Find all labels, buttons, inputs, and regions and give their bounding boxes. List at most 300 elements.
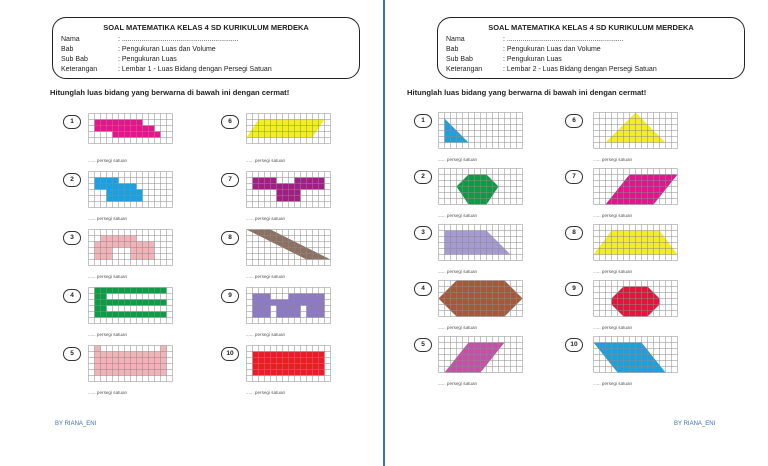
shaded-cell	[301, 358, 307, 364]
shaded-cell	[155, 364, 161, 370]
shaded-cell	[137, 254, 143, 260]
shaded-cell	[301, 178, 307, 184]
worksheet-title: SOAL MATEMATIKA KELAS 4 SD KURIKULUM MERDEKA	[103, 23, 309, 32]
shaded-cell	[271, 364, 277, 370]
problem-number: 8	[565, 226, 583, 240]
field-row-sub-bab	[446, 55, 562, 65]
field-key: Bab	[446, 46, 459, 53]
shaded-cell	[307, 358, 313, 364]
shaded-cell	[319, 358, 325, 364]
problem-number: 6	[565, 114, 583, 128]
unit-grid	[246, 229, 331, 266]
shaded-cell	[113, 126, 119, 132]
shaded-cell	[295, 358, 301, 364]
shaded-cell	[143, 254, 149, 260]
field-key: Nama	[446, 36, 465, 43]
shaded-cell	[319, 294, 325, 300]
shaded-cell	[113, 196, 119, 202]
shaded-cell	[313, 370, 319, 376]
shaded-cell	[149, 242, 155, 248]
shaded-cell	[307, 352, 313, 358]
shaded-cell	[119, 312, 125, 318]
shaded-cell	[295, 306, 301, 312]
grid-problem-10	[593, 336, 678, 378]
field-value: : Pengukuran Luas dan Volume	[503, 46, 601, 53]
shaded-shape	[457, 175, 499, 205]
problem-number: 1	[414, 114, 432, 128]
shaded-cell	[307, 306, 313, 312]
problem-number: 7	[565, 170, 583, 184]
shaded-cell	[119, 352, 125, 358]
shaded-cell	[101, 288, 107, 294]
shaded-cell	[149, 358, 155, 364]
shaded-cell	[107, 254, 113, 260]
problem-number: 10	[565, 338, 583, 352]
field-key: Sub Bab	[446, 56, 473, 63]
shaded-cell	[143, 288, 149, 294]
shaded-cell	[289, 312, 295, 318]
shaded-cell	[301, 300, 307, 306]
field-row-sub-bab	[61, 55, 177, 65]
shaded-cell	[289, 294, 295, 300]
shaded-cell	[161, 364, 167, 370]
shaded-cell	[271, 184, 277, 190]
unit-grid	[246, 345, 331, 382]
shaded-cell	[95, 126, 101, 132]
shaded-cell	[265, 294, 271, 300]
shaded-cell	[119, 126, 125, 132]
shaded-cell	[125, 370, 131, 376]
shaded-cell	[277, 358, 283, 364]
shaded-cell	[125, 364, 131, 370]
field-value: : Lembar 1 - Luas Bidang dengan Persegi Satuan	[118, 66, 272, 73]
field-row-bab	[61, 45, 216, 55]
shaded-cell	[259, 178, 265, 184]
grid-problem-6	[593, 112, 678, 154]
unit-grid	[438, 112, 523, 149]
shaded-cell	[253, 300, 259, 306]
shaded-cell	[149, 288, 155, 294]
shaded-cell	[271, 352, 277, 358]
unit-grid	[246, 113, 331, 144]
shaded-cell	[95, 178, 101, 184]
shaded-cell	[253, 358, 259, 364]
shaded-cell	[101, 178, 107, 184]
shaded-cell	[295, 190, 301, 196]
shaded-cell	[107, 370, 113, 376]
grid-problem-1	[88, 113, 173, 149]
answer-caption: ...... persegi satuan	[88, 390, 128, 395]
shaded-cell	[107, 300, 113, 306]
shaded-cell	[277, 300, 283, 306]
unit-grid	[438, 224, 523, 261]
answer-caption: ...... persegi satuan	[438, 325, 478, 330]
shaded-cell	[101, 358, 107, 364]
field-row-bab	[446, 45, 601, 55]
shaded-cell	[289, 306, 295, 312]
shaded-cell	[101, 126, 107, 132]
answer-caption: ...... persegi satuan	[438, 157, 478, 162]
shaded-cell	[313, 312, 319, 318]
shaded-cell	[107, 236, 113, 242]
shaded-cell	[149, 364, 155, 370]
unit-grid	[88, 229, 173, 266]
shaded-cell	[143, 126, 149, 132]
shaded-cell	[265, 178, 271, 184]
answer-caption: ...... persegi satuan	[88, 332, 128, 337]
shaded-cell	[307, 184, 313, 190]
shaded-cell	[101, 120, 107, 126]
shaded-cell	[259, 370, 265, 376]
grid-problem-2	[438, 168, 523, 210]
footer-credit: BY RIANA_ENI	[674, 421, 716, 427]
shaded-cell	[149, 370, 155, 376]
answer-caption: ...... persegi satuan	[438, 213, 478, 218]
shaded-cell	[161, 288, 167, 294]
shaded-cell	[125, 300, 131, 306]
shaded-cell	[113, 288, 119, 294]
grid-problem-1	[438, 112, 523, 154]
problem-number: 3	[414, 226, 432, 240]
shaded-cell	[137, 248, 143, 254]
grid-problem-3	[438, 224, 523, 266]
shaded-cell	[319, 364, 325, 370]
problem-number: 9	[565, 282, 583, 296]
shaded-cell	[283, 190, 289, 196]
shaded-cell	[301, 352, 307, 358]
shaded-cell	[307, 294, 313, 300]
shaded-cell	[313, 184, 319, 190]
shaded-cell	[161, 358, 167, 364]
shaded-cell	[265, 352, 271, 358]
grid-problem-5	[88, 345, 173, 387]
shaded-cell	[131, 184, 137, 190]
shaded-cell	[101, 294, 107, 300]
shaded-cell	[119, 288, 125, 294]
problem-number: 6	[221, 115, 239, 129]
shaded-cell	[283, 184, 289, 190]
worksheet-title: SOAL MATEMATIKA KELAS 4 SD KURIKULUM MERDEKA	[488, 23, 694, 32]
grid-problem-2	[88, 171, 173, 213]
shaded-cell	[143, 370, 149, 376]
grid-problem-5	[438, 336, 523, 378]
shaded-cell	[265, 370, 271, 376]
shaded-cell	[119, 300, 125, 306]
shaded-cell	[283, 300, 289, 306]
shaded-cell	[95, 352, 101, 358]
shaded-cell	[113, 120, 119, 126]
shaded-cell	[113, 190, 119, 196]
shaded-cell	[259, 306, 265, 312]
shaded-cell	[125, 288, 131, 294]
shaded-cell	[107, 178, 113, 184]
shaded-cell	[277, 370, 283, 376]
shaded-cell	[259, 184, 265, 190]
field-key: Keterangan	[61, 66, 98, 73]
shaded-cell	[277, 184, 283, 190]
shaded-cell	[95, 248, 101, 254]
shaded-cell	[119, 370, 125, 376]
shaded-cell	[113, 352, 119, 358]
shaded-cell	[265, 184, 271, 190]
shaded-cell	[259, 358, 265, 364]
answer-caption: ...... persegi satuan	[88, 274, 128, 279]
grid-problem-7	[246, 171, 331, 213]
shaded-cell	[155, 132, 161, 138]
unit-grid	[88, 287, 173, 324]
shaded-cell	[137, 120, 143, 126]
shaded-cell	[253, 352, 259, 358]
shaded-cell	[277, 312, 283, 318]
shaded-cell	[313, 358, 319, 364]
shaded-cell	[95, 242, 101, 248]
shaded-cell	[137, 312, 143, 318]
problem-number: 2	[63, 173, 81, 187]
answer-caption: ...... persegi satuan	[438, 381, 478, 386]
shaded-cell	[107, 364, 113, 370]
shaded-cell	[137, 190, 143, 196]
shaded-cell	[149, 248, 155, 254]
shaded-cell	[307, 312, 313, 318]
unit-grid	[246, 287, 331, 324]
shaded-cell	[113, 300, 119, 306]
shaded-cell	[125, 358, 131, 364]
shaded-cell	[319, 184, 325, 190]
shaded-cell	[113, 184, 119, 190]
shaded-cell	[277, 190, 283, 196]
shaded-cell	[313, 178, 319, 184]
problem-number: 2	[414, 170, 432, 184]
shaded-cell	[265, 300, 271, 306]
grid-problem-9	[593, 280, 678, 322]
shaded-cell	[143, 132, 149, 138]
shaded-cell	[283, 352, 289, 358]
shaded-cell	[143, 242, 149, 248]
shaded-cell	[101, 364, 107, 370]
shaded-cell	[319, 370, 325, 376]
shaded-cell	[307, 178, 313, 184]
shaded-cell	[253, 364, 259, 370]
shaded-cell	[113, 236, 119, 242]
grid-problem-6	[246, 113, 331, 149]
shaded-cell	[131, 364, 137, 370]
shaded-cell	[137, 132, 143, 138]
shaded-cell	[119, 236, 125, 242]
shaded-cell	[277, 306, 283, 312]
unit-grid	[246, 171, 331, 208]
shaded-cell	[101, 312, 107, 318]
answer-caption: ...... persegi satuan	[246, 216, 286, 221]
shaded-cell	[301, 370, 307, 376]
shaded-cell	[107, 352, 113, 358]
shaded-cell	[107, 358, 113, 364]
grid-problem-9	[246, 287, 331, 329]
instruction-text: Hitunglah luas bidang yang berwarna di bawah ini dengan cermat!	[407, 88, 647, 97]
answer-caption: ...... persegi satuan	[88, 158, 128, 163]
shaded-cell	[289, 300, 295, 306]
problem-number: 1	[63, 115, 81, 129]
shaded-cell	[125, 184, 131, 190]
field-row-keterangan	[61, 65, 272, 75]
shaded-cell	[101, 242, 107, 248]
shaded-cell	[101, 300, 107, 306]
shaded-cell	[283, 370, 289, 376]
shaded-cell	[95, 346, 101, 352]
problem-number: 7	[221, 173, 239, 187]
problem-number: 9	[221, 289, 239, 303]
problem-number: 8	[221, 231, 239, 245]
shaded-cell	[101, 306, 107, 312]
instruction-text: Hitunglah luas bidang yang berwarna di bawah ini dengan cermat!	[50, 88, 290, 97]
shaded-cell	[265, 306, 271, 312]
shaded-cell	[307, 370, 313, 376]
answer-caption: ...... persegi satuan	[593, 381, 633, 386]
shaded-cell	[101, 236, 107, 242]
unit-grid	[88, 345, 173, 382]
shaded-cell	[131, 132, 137, 138]
shaded-cell	[119, 190, 125, 196]
shaded-cell	[253, 178, 259, 184]
unit-grid	[88, 113, 173, 144]
field-value: : ............................................................	[118, 36, 239, 43]
shaded-cell	[119, 364, 125, 370]
shaded-cell	[113, 364, 119, 370]
field-key: Sub Bab	[61, 56, 88, 63]
shaded-cell	[107, 120, 113, 126]
shaded-cell	[161, 352, 167, 358]
shaded-cell	[149, 352, 155, 358]
unit-grid	[593, 336, 678, 373]
shaded-cell	[313, 300, 319, 306]
shaded-cell	[131, 236, 137, 242]
shaded-cell	[95, 370, 101, 376]
shaded-cell	[253, 312, 259, 318]
shaded-cell	[143, 364, 149, 370]
shaded-cell	[301, 184, 307, 190]
shaded-cell	[149, 132, 155, 138]
shaded-cell	[271, 178, 277, 184]
shaded-cell	[101, 370, 107, 376]
field-value: : Lembar 2 - Luas Bidang dengan Persegi Satuan	[503, 66, 657, 73]
field-row-nama	[61, 35, 239, 45]
shaded-cell	[95, 300, 101, 306]
shaded-cell	[107, 126, 113, 132]
shaded-cell	[95, 120, 101, 126]
shaded-cell	[295, 352, 301, 358]
shaded-cell	[143, 248, 149, 254]
shaded-cell	[101, 352, 107, 358]
shaded-cell	[283, 312, 289, 318]
shaded-cell	[155, 288, 161, 294]
shaded-cell	[131, 370, 137, 376]
field-key: Nama	[61, 36, 80, 43]
shaded-cell	[131, 300, 137, 306]
shaded-cell	[119, 358, 125, 364]
shaded-cell	[149, 312, 155, 318]
shaded-cell	[131, 126, 137, 132]
shaded-cell	[143, 352, 149, 358]
shaded-cell	[137, 364, 143, 370]
answer-caption: ...... persegi satuan	[593, 213, 633, 218]
unit-grid	[88, 171, 173, 208]
shaded-cell	[131, 254, 137, 260]
shaded-cell	[295, 178, 301, 184]
shaded-cell	[259, 312, 265, 318]
shaded-cell	[289, 196, 295, 202]
shaded-cell	[295, 184, 301, 190]
shaded-shape	[247, 120, 325, 138]
shaded-cell	[131, 352, 137, 358]
field-row-keterangan	[446, 65, 657, 75]
shaded-cell	[107, 248, 113, 254]
shaded-cell	[131, 288, 137, 294]
answer-caption: ...... persegi satuan	[88, 216, 128, 221]
shaded-cell	[155, 358, 161, 364]
shaded-cell	[113, 178, 119, 184]
field-value: : Pengukuran Luas	[503, 56, 562, 63]
shaded-cell	[119, 132, 125, 138]
shaded-cell	[319, 300, 325, 306]
shaded-cell	[101, 184, 107, 190]
shaded-cell	[107, 196, 113, 202]
shaded-cell	[131, 312, 137, 318]
grid-problem-10	[246, 345, 331, 387]
shaded-cell	[161, 312, 167, 318]
shaded-cell	[319, 352, 325, 358]
shaded-cell	[107, 242, 113, 248]
shaded-cell	[289, 370, 295, 376]
shaded-cell	[259, 300, 265, 306]
answer-caption: ...... persegi satuan	[246, 158, 286, 163]
shaded-cell	[125, 190, 131, 196]
shaded-cell	[137, 196, 143, 202]
shaded-cell	[131, 248, 137, 254]
shaded-cell	[113, 358, 119, 364]
shaded-cell	[107, 312, 113, 318]
footer-credit: BY RIANA_ENI	[55, 421, 97, 427]
shaded-cell	[313, 352, 319, 358]
field-value: : Pengukuran Luas dan Volume	[118, 46, 216, 53]
shaded-cell	[119, 120, 125, 126]
problem-number: 5	[63, 347, 81, 361]
shaded-cell	[131, 242, 137, 248]
shaded-cell	[95, 358, 101, 364]
grid-problem-4	[438, 280, 523, 322]
answer-caption: ...... persegi satuan	[246, 274, 286, 279]
shaded-cell	[259, 294, 265, 300]
shaded-cell	[289, 352, 295, 358]
shaded-cell	[143, 312, 149, 318]
shaded-cell	[301, 364, 307, 370]
shaded-cell	[119, 184, 125, 190]
shaded-cell	[155, 312, 161, 318]
shaded-cell	[101, 254, 107, 260]
shaded-cell	[125, 132, 131, 138]
shaded-cell	[107, 190, 113, 196]
shaded-cell	[131, 120, 137, 126]
shaded-cell	[253, 294, 259, 300]
field-value: : ............................................................	[503, 36, 624, 43]
shaded-cell	[125, 352, 131, 358]
worksheet-1	[0, 0, 383, 466]
shaded-cell	[295, 196, 301, 202]
field-row-nama	[446, 35, 624, 45]
shaded-cell	[95, 254, 101, 260]
shaded-cell	[253, 184, 259, 190]
shaded-cell	[307, 364, 313, 370]
shaded-cell	[95, 312, 101, 318]
shaded-cell	[155, 352, 161, 358]
